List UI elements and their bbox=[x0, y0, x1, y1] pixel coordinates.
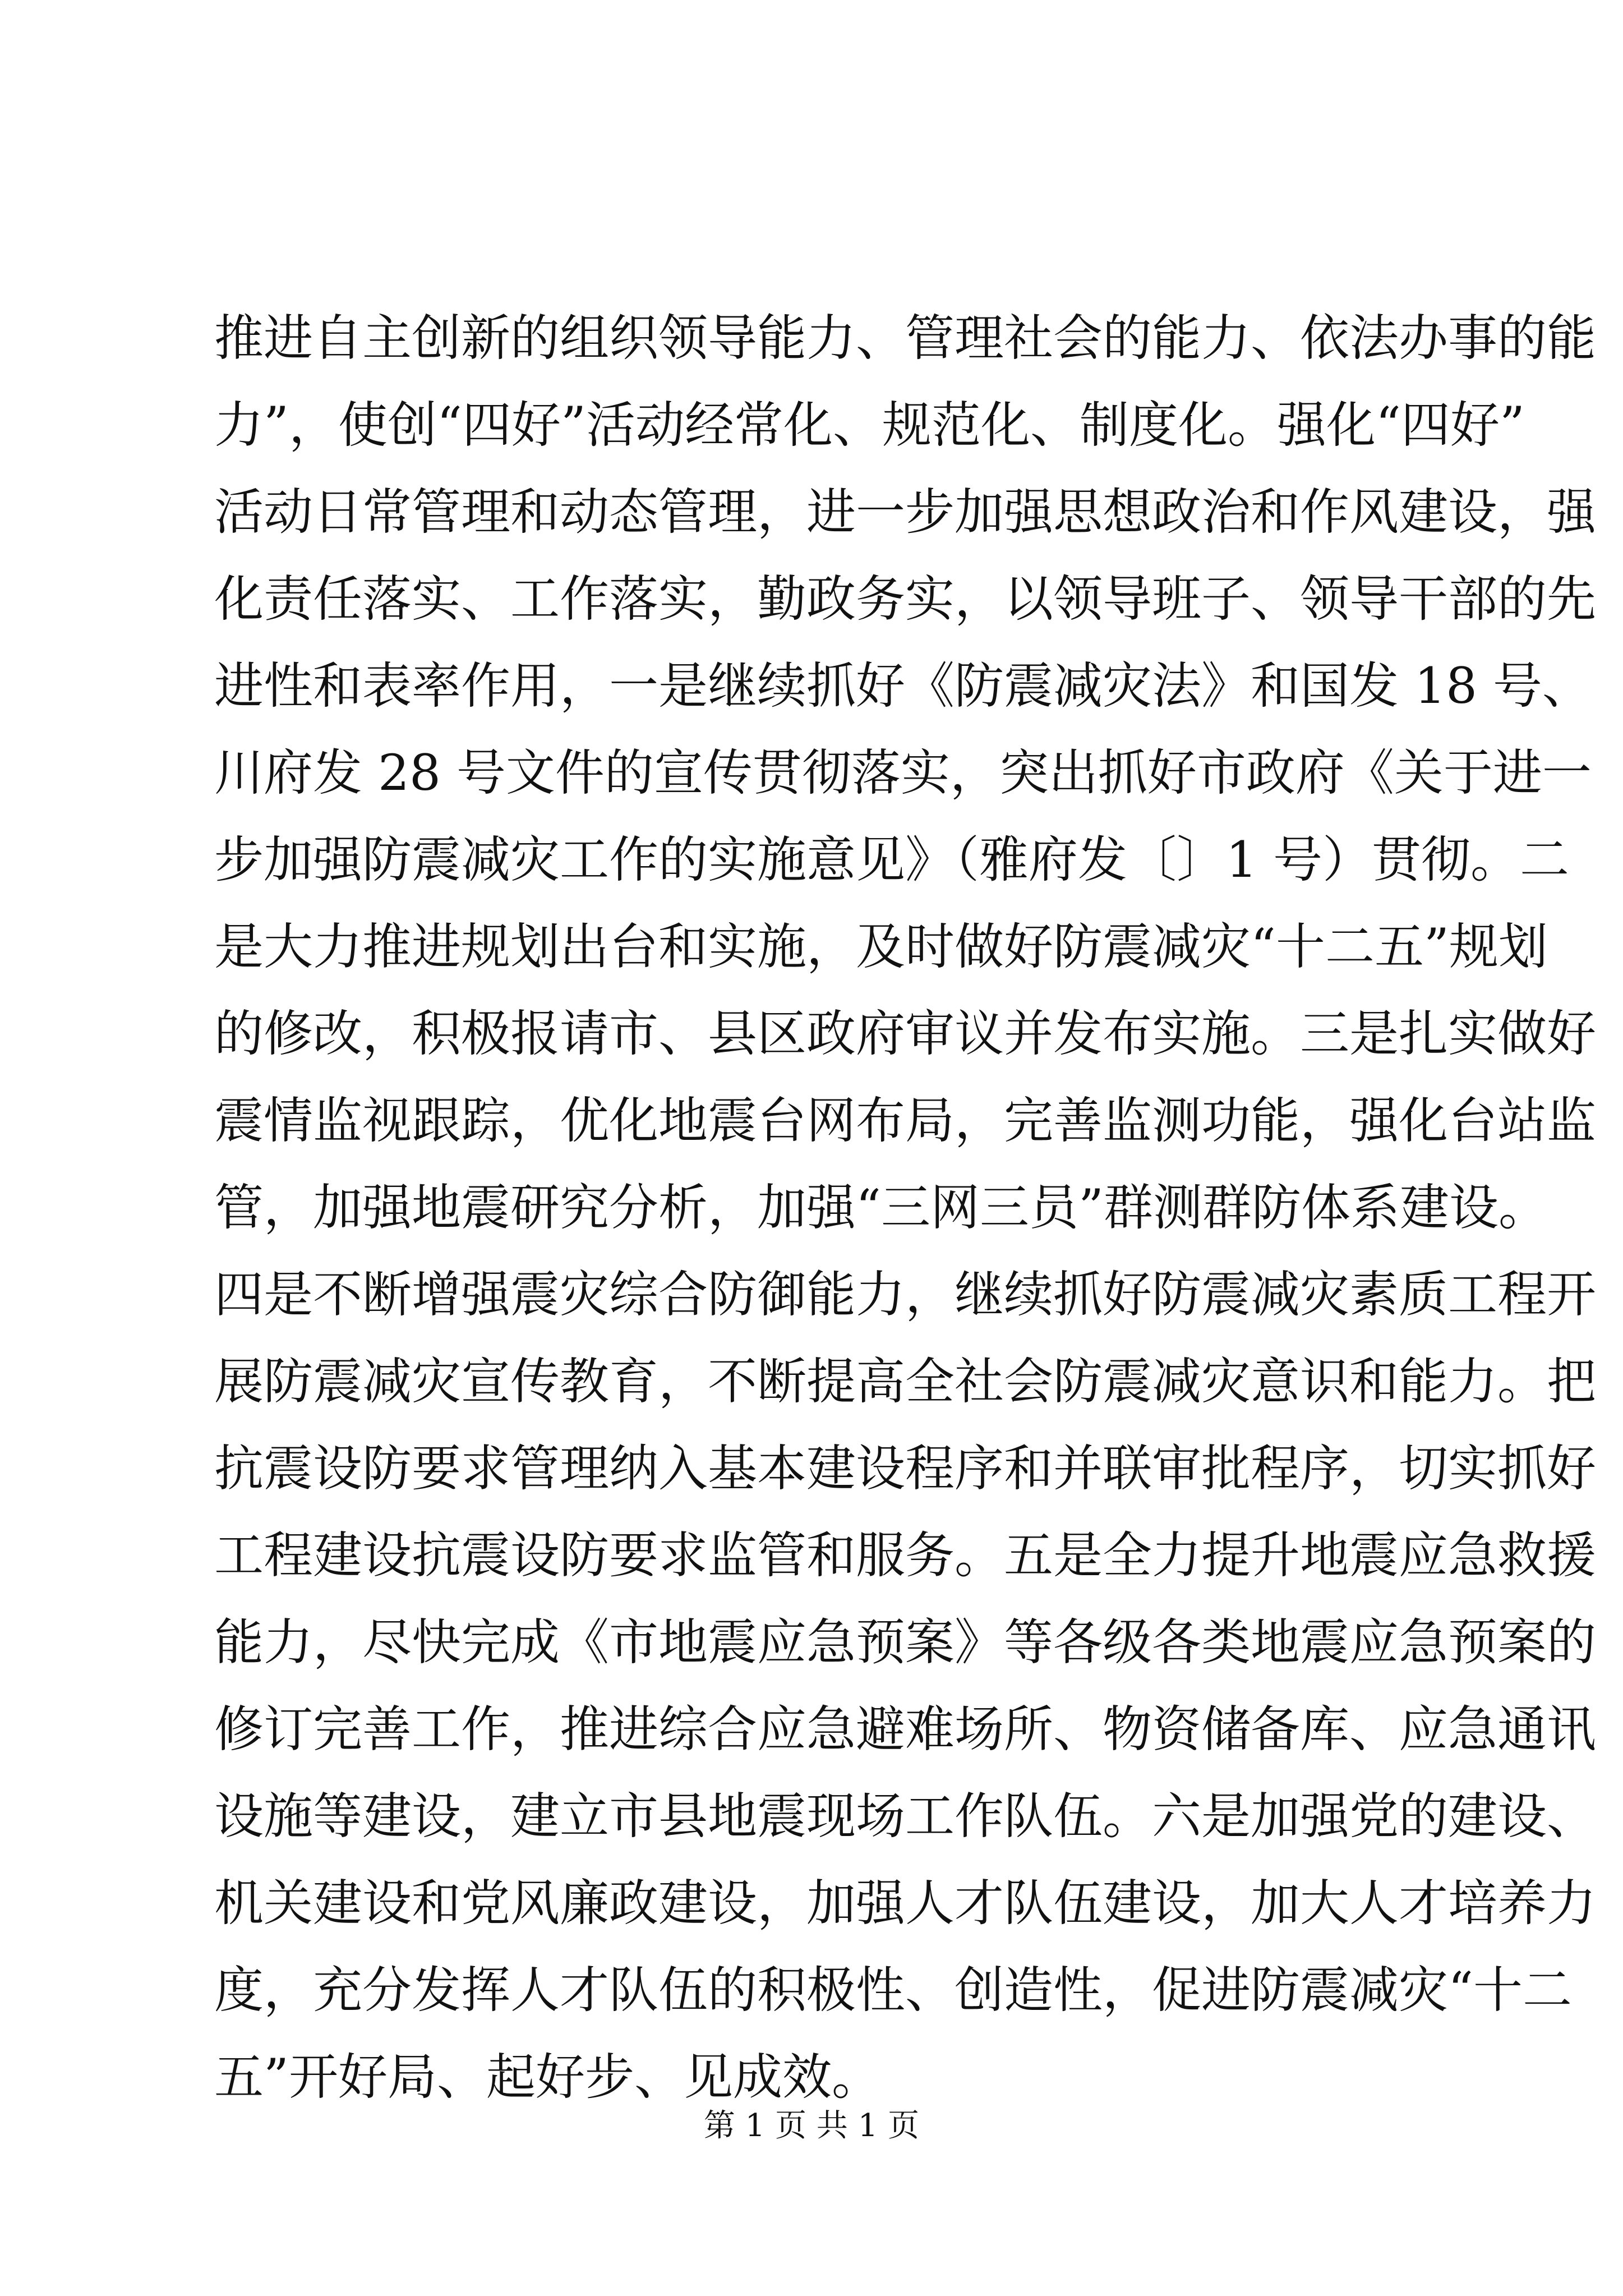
text-line: 的修改，积极报请市、县区政府审议并发布实施。三是扎实做好 bbox=[214, 1005, 1597, 1062]
text-line: 进性和表率作用，一是继续抓好《防震减灾法》和国发 18 号、 bbox=[214, 657, 1592, 715]
text-line: 川府发 28 号文件的宣传贯彻落实，突出抓好市政府《关于进一 bbox=[214, 744, 1592, 802]
page-number-footer: 第 1 页 共 1 页 bbox=[703, 2108, 920, 2144]
text-line: 推进自主创新的组织领导能力、管理社会的能力、依法办事的能 bbox=[214, 309, 1597, 367]
text-line: 展防震减灾宣传教育，不断提高全社会防震减灾意识和能力。把 bbox=[214, 1352, 1597, 1410]
text-line: 工程建设抗震设防要求监管和服务。五是全力提升地震应急救援 bbox=[214, 1526, 1597, 1584]
text-line: 化责任落实、工作落实，勤政务实，以领导班子、领导干部的先 bbox=[214, 570, 1597, 628]
text-line: 四是不断增强震灾综合防御能力，继续抓好防震减灾素质工程开 bbox=[214, 1266, 1597, 1323]
text-line: 力”，使创“四好”活动经常化、规范化、制度化。强化“四好” bbox=[214, 396, 1525, 454]
text-line: 步加强防震减灾工作的实施意见》（雅府发〔〕1 号）贯彻。二 bbox=[214, 831, 1569, 889]
text-line: 修订完善工作，推进综合应急避难场所、物资储备库、应急通讯 bbox=[214, 1700, 1597, 1758]
text-line: 管，加强地震研究分析，加强“三网三员”群测群防体系建设。 bbox=[214, 1179, 1548, 1236]
text-line: 抗震设防要求管理纳入基本建设程序和并联审批程序，切实抓好 bbox=[214, 1439, 1597, 1497]
body-paragraph bbox=[214, 295, 1597, 2120]
text-line: 设施等建设，建立市县地震现场工作队伍。六是加强党的建设、 bbox=[214, 1787, 1597, 1845]
text-line: 活动日常管理和动态管理，进一步加强思想政治和作风建设，强 bbox=[214, 483, 1597, 541]
text-line: 震情监视跟踪，优化地震台网布局，完善监测功能，强化台站监 bbox=[214, 1092, 1597, 1149]
text-line: 五”开好局、起好步、见成效。 bbox=[214, 2048, 881, 2106]
text-line: 机关建设和党风廉政建设，加强人才队伍建设，加大人才培养力 bbox=[214, 1874, 1597, 1932]
text-line: 是大力推进规划出台和实施，及时做好防震减灾“十二五”规划 bbox=[214, 918, 1548, 976]
text-line: 能力，尽快完成《市地震应急预案》等各级各类地震应急预案的 bbox=[214, 1613, 1597, 1671]
text-line: 度，充分发挥人才队伍的积极性、创造性，促进防震减灾“十二 bbox=[214, 1961, 1572, 2019]
